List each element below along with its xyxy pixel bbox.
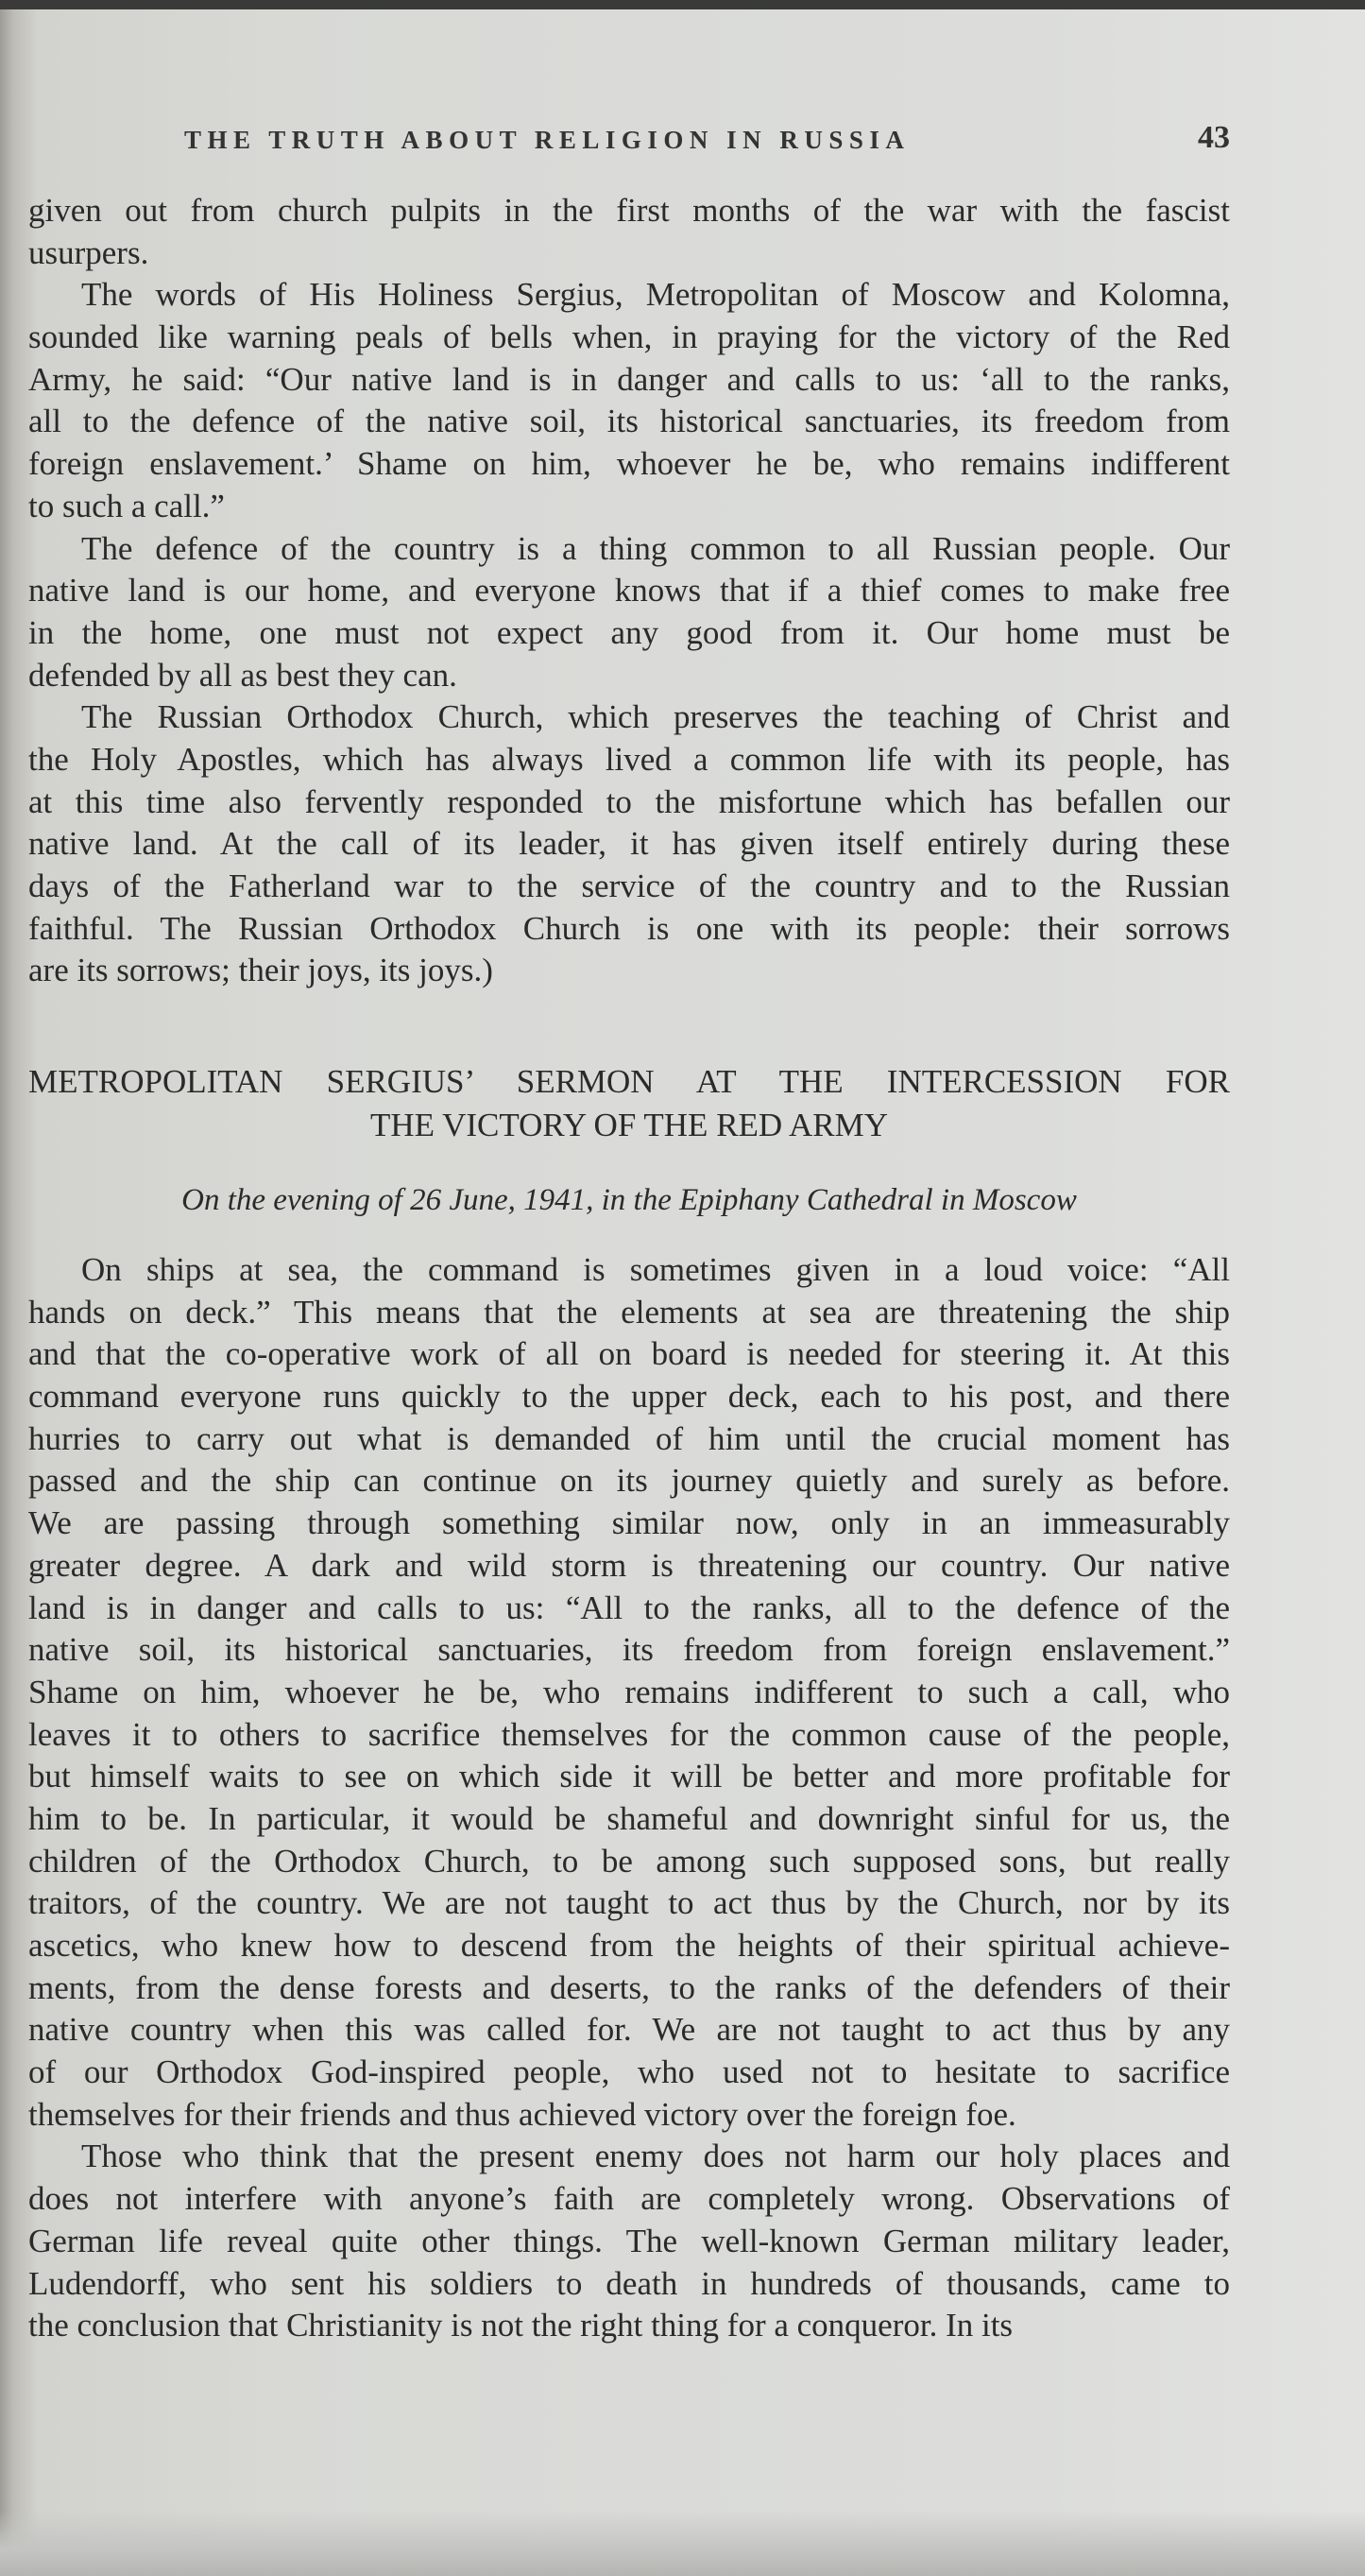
text-line: We are passing through something similar now, only in an immeasurably xyxy=(28,1504,1230,1542)
heading-line-2: THE VICTORY OF THE RED ARMY xyxy=(369,1107,889,1143)
text-line: given out from church pulpits in the first months of the war with the fascist xyxy=(28,192,1230,229)
paragraph xyxy=(28,1249,1230,2136)
text-line: Shame on him, whoever he be, who remains indifferent to such a call, who xyxy=(28,1673,1230,1710)
text-line: German life reveal quite other things. The well-known German military leader, xyxy=(28,2222,1230,2259)
body-text-section-1 xyxy=(28,190,1230,992)
text-line: usurpers. xyxy=(28,233,149,271)
sermon-heading xyxy=(28,1060,1230,1147)
page-number: 43 xyxy=(1198,120,1230,155)
text-line: passed and the ship can continue on its journey quietly and surely as before. xyxy=(28,1462,1230,1500)
text-line: Those who think that the present enemy does not harm our holy places and xyxy=(81,2138,1230,2175)
running-title: THE TRUTH ABOUT RELIGION IN RUSSIA xyxy=(184,126,911,154)
text-line: in the home, one must not expect any good from it. Our home must be xyxy=(28,613,1230,651)
paragraph xyxy=(28,190,1230,274)
heading-line-1: METROPOLITAN SERGIUS’ SERMON AT THE INTERCESSION FOR xyxy=(28,1063,1230,1100)
text-line: native land is our home, and everyone knows that if a thief comes to make free xyxy=(28,572,1230,610)
text-line: does not interfere with anyone’s faith are completely wrong. Observations of xyxy=(28,2180,1230,2218)
text-line: are its sorrows; their joys, its joys.) xyxy=(28,952,493,989)
text-line: foreign enslavement.’ Shame on him, whoever he be, who remains indifferent xyxy=(28,445,1230,483)
text-line: ments, from the dense forests and deserts, to the ranks of the defenders of their xyxy=(28,1968,1230,2006)
text-line: hurries to carry out what is demanded of him until the crucial moment has xyxy=(28,1419,1230,1457)
text-line: command everyone runs quickly to the upper deck, each to his post, and there xyxy=(28,1378,1230,1416)
text-line: sounded like warning peals of bells when, in praying for the victory of the Red xyxy=(28,318,1230,356)
text-line: themselves for their friends and thus achieved victory over the foreign foe. xyxy=(28,2095,1016,2133)
paragraph xyxy=(28,696,1230,992)
text-line: the Holy Apostles, which has always lived a common life with its people, has xyxy=(28,740,1230,778)
text-line: greater degree. A dark and wild storm is threatening our country. Our native xyxy=(28,1546,1230,1584)
paragraph xyxy=(28,274,1230,527)
text-line: hands on deck.” This means that the elements at sea are threatening the ship xyxy=(28,1293,1230,1331)
text-line: days of the Fatherland war to the service of the country and to the Russian xyxy=(28,867,1230,904)
paragraph xyxy=(28,2136,1230,2346)
text-line: native soil, its historical sanctuaries, its freedom from foreign enslavement.” xyxy=(28,1631,1230,1669)
text-line: traitors, of the country. We are not taught to act thus by the Church, nor by its xyxy=(28,1884,1230,1922)
text-line: and that the co-operative work of all on board is needed for steering it. At this xyxy=(28,1335,1230,1373)
text-line: native country when this was called for. We are not taught to act thus by any xyxy=(28,2011,1230,2049)
text-line: but himself waits to see on which side it will be better and more profitable for xyxy=(28,1758,1230,1795)
text-line: Ludendorff, who sent his soldiers to death in hundreds of thousands, came to xyxy=(28,2264,1230,2302)
text-line: Army, he said: “Our native land is in danger and calls to us: ‘all to the ranks, xyxy=(28,360,1230,398)
body-text-section-2 xyxy=(28,1249,1230,2347)
sermon-subtitle: On the evening of 26 June, 1941, in the Epiphany Cathedral in Moscow xyxy=(181,1183,1077,1217)
text-line: land is in danger and calls to us: “All to the ranks, all to the defence of the xyxy=(28,1589,1230,1626)
text-line: all to the defence of the native soil, its historical sanctuaries, its freedom from xyxy=(28,403,1230,440)
text-line: native land. At the call of its leader, it has given itself entirely during these xyxy=(28,825,1230,863)
text-line: faithful. The Russian Orthodox Church is one with its people: their sorrows xyxy=(28,909,1230,947)
page-bottom-edge xyxy=(0,2510,1365,2576)
text-line: at this time also fervently responded to the misfortune which has befallen our xyxy=(28,782,1230,820)
text-line: him to be. In particular, it would be shameful and downright sinful for us, the xyxy=(28,1799,1230,1837)
text-line: to such a call.” xyxy=(28,487,225,524)
text-line: On ships at sea, the command is sometimes given in a loud voice: “All xyxy=(81,1251,1230,1288)
text-line: of our Orthodox God-inspired people, who used not to hesitate to sacrifice xyxy=(28,2053,1230,2091)
paragraph xyxy=(28,528,1230,697)
text-line: The defence of the country is a thing common to all Russian people. Our xyxy=(81,529,1230,567)
text-line: defended by all as best they can. xyxy=(28,656,457,694)
text-line: children of the Orthodox Church, to be among such supposed sons, but really xyxy=(28,1842,1230,1880)
text-line: The words of His Holiness Sergius, Metropolitan of Moscow and Kolomna, xyxy=(81,276,1230,314)
page-top-edge xyxy=(0,0,1365,9)
text-line: leaves it to others to sacrifice themselves for the common cause of the people, xyxy=(28,1715,1230,1753)
text-line: ascetics, who knew how to descend from the heights of their spiritual achieve- xyxy=(28,1927,1230,1964)
text-line: the conclusion that Christianity is not the right thing for a conqueror. In its xyxy=(28,2307,1014,2344)
text-line: The Russian Orthodox Church, which preserves the teaching of Christ and xyxy=(81,698,1230,736)
